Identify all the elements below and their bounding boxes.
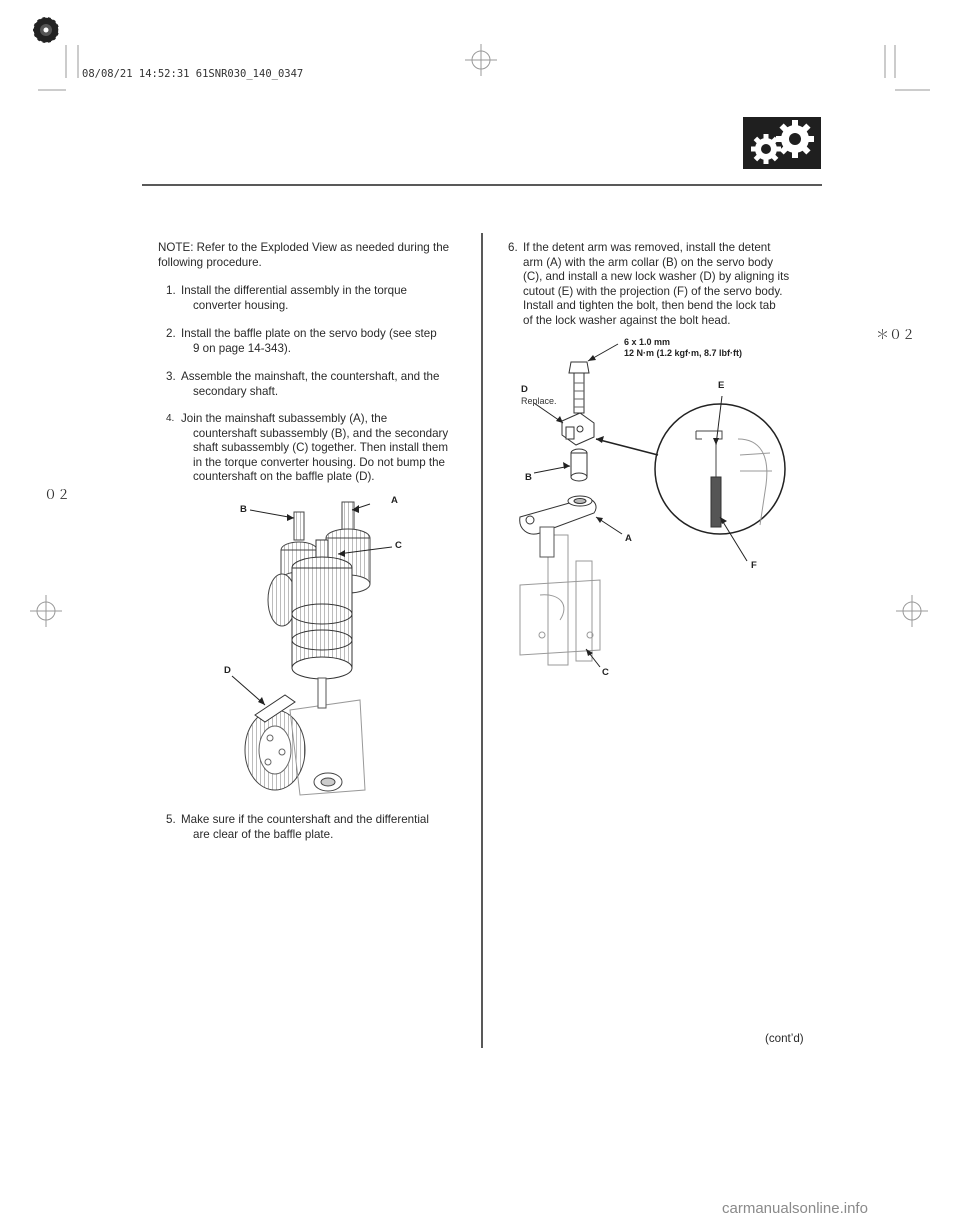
step-line: shaft subassembly (C) together. Then install them xyxy=(193,441,448,455)
step-number: 5. xyxy=(166,813,176,826)
step-line: Install the baffle plate on the servo body (see step xyxy=(181,327,437,340)
label-b: B xyxy=(525,472,532,483)
step-line: Install the differential assembly in the torque xyxy=(181,284,407,297)
crosshair-top-icon xyxy=(465,44,497,76)
replace-note: Replace. xyxy=(521,396,557,406)
step-line: 9 on page 14-343). xyxy=(193,341,291,355)
side-mark-left: ０２ xyxy=(44,488,71,503)
detail-magnified-view xyxy=(655,404,785,534)
note-line: following procedure. xyxy=(158,255,262,269)
step-line: converter housing. xyxy=(193,298,289,312)
step-line: secondary shaft. xyxy=(193,384,279,398)
print-stamp: 08/08/21 14:52:31 61SNR030_140_0347 xyxy=(82,68,304,80)
step-6 xyxy=(500,241,820,331)
step-line: in the torque converter housing. Do not bump the xyxy=(193,455,445,469)
step-line: If the detent arm was removed, install the detent xyxy=(523,241,771,254)
label-d: D xyxy=(224,665,231,676)
detent-arm-illustration xyxy=(500,335,790,675)
label-a: A xyxy=(625,533,632,544)
bolt-torque-spec: 12 N·m (1.2 kgf·m, 8.7 lbf·ft) xyxy=(624,348,743,358)
step-line: (C), and install a new lock washer (D) by aligning its xyxy=(523,270,790,284)
crosshair-left-icon xyxy=(30,595,62,627)
step-number: 1. xyxy=(166,284,176,297)
lock-washer-drawing xyxy=(562,413,594,445)
step-line: are clear of the baffle plate. xyxy=(193,827,334,841)
step-2 xyxy=(158,327,478,357)
step-line: arm (A) with the arm collar (B) on the servo body xyxy=(523,255,773,269)
gears-icon xyxy=(743,117,821,169)
label-b: B xyxy=(240,504,247,515)
registration-target-icon xyxy=(33,17,59,43)
label-a: A xyxy=(391,495,398,506)
step-1 xyxy=(158,284,478,314)
step-line: Join the mainshaft subassembly (A), the xyxy=(181,412,388,425)
bolt-drawing xyxy=(569,362,589,413)
watermark-bottom: carmanualsonline.info xyxy=(722,1200,868,1217)
step-4 xyxy=(158,412,478,492)
step-number: 3. xyxy=(166,370,176,383)
label-c: C xyxy=(602,667,609,678)
step-number: 2. xyxy=(166,327,176,340)
crosshair-right-icon xyxy=(896,595,928,627)
note-text xyxy=(158,241,449,270)
step-line: of the lock washer against the bolt head. xyxy=(523,313,731,327)
step-line: Install and tighten the bolt, then bend the lock tab xyxy=(523,299,776,313)
step-number: 4. xyxy=(166,413,175,424)
continued-note: (cont’d) xyxy=(765,1032,804,1045)
step-3 xyxy=(158,370,478,400)
shaft-assembly-illustration xyxy=(220,490,400,810)
label-d: D xyxy=(521,384,528,395)
arm-collar-drawing xyxy=(571,449,587,481)
step-line: countershaft on the baffle plate (D). xyxy=(193,470,375,484)
label-f: F xyxy=(751,560,757,571)
side-mark-right: ＊０２ xyxy=(876,328,916,343)
note-line: NOTE: Refer to the Exploded View as needed during the xyxy=(158,241,450,254)
detent-arm-drawing xyxy=(520,496,596,557)
step-5 xyxy=(158,813,478,843)
step-number: 6. xyxy=(508,241,518,254)
step-line: cutout (E) with the projection (F) of the servo body. xyxy=(523,284,783,298)
label-c: C xyxy=(395,540,402,551)
secondary-shaft-drawing xyxy=(292,540,352,708)
step-line: Make sure if the countershaft and the differential xyxy=(181,813,429,826)
step-line: countershaft subassembly (B), and the secondary xyxy=(193,426,449,440)
bolt-size-spec: 6 x 1.0 mm xyxy=(624,337,671,347)
step-line: Assemble the mainshaft, the countershaft, and the xyxy=(181,370,440,383)
label-e: E xyxy=(718,380,725,391)
servo-body-drawing xyxy=(520,535,600,665)
